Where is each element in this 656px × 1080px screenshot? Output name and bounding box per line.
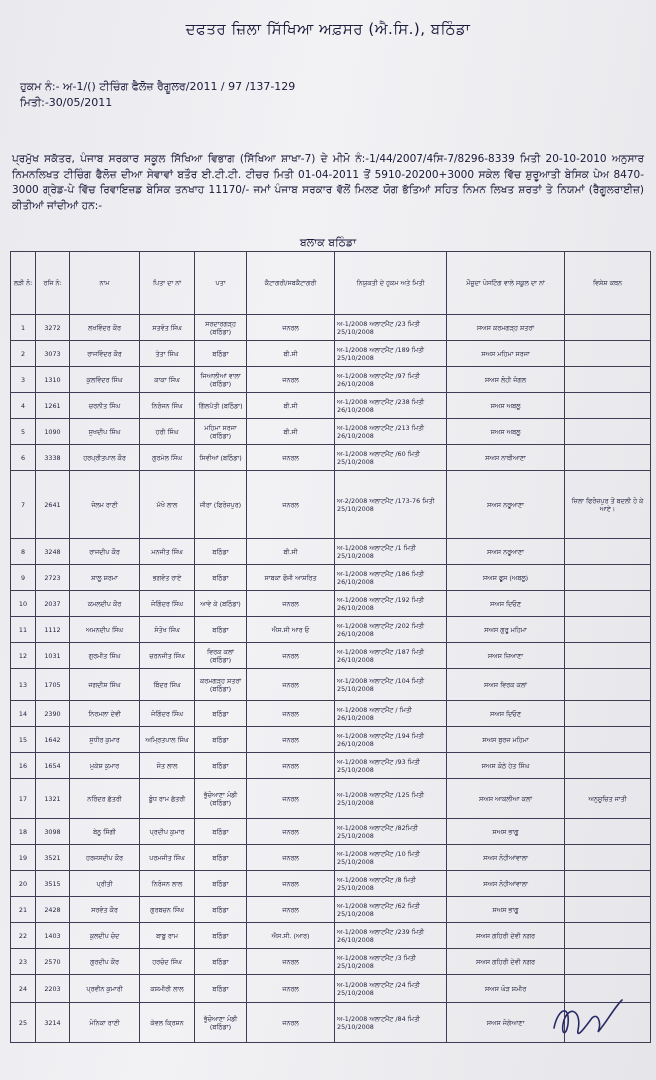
table-row: [11, 819, 651, 845]
table-row: [11, 341, 651, 367]
cell-name: ਜੋਲਮ ਰਾਣੀ: [70, 471, 140, 539]
cell-school: ਸਅਸ ਜ਼ਿਆਣਾ: [447, 643, 565, 669]
cell-school: ਸਅਸ ਭਾਗੂ: [447, 819, 565, 845]
cell-address: ਜਿਆਲੀਆਂ ਵਾਲਾ (ਬਠਿੰਡਾ): [195, 367, 247, 393]
cell-reg: 3338: [36, 445, 70, 471]
cell-father: ਤੇਤਾ ਸਿੰਘ: [140, 341, 195, 367]
col-header-remarks: ਵਿਸ਼ੇਸ਼ ਕਥਨ: [565, 252, 651, 315]
cell-school: ਸਅਸ ਘੋੜ ਸ਼ਮੀਰ: [447, 975, 565, 1003]
cell-name: ਗੁਰਦੀਪ ਕੌਰ: [70, 949, 140, 975]
cell-address: ਗਿੱਲਪੱਤੀ (ਬਠਿੰਡਾ): [195, 393, 247, 419]
cell-name: ਕਮਲਦੀਪ ਕੌਰ: [70, 591, 140, 617]
cell-category: ਸਾਬਕਾ ਫੌਜੀ ਆਸ਼ਰਿਤ: [247, 565, 335, 591]
cell-sr: 6: [11, 445, 36, 471]
cell-reg: 1642: [36, 727, 70, 753]
cell-reg: 3248: [36, 539, 70, 565]
cell-address: ਮਹਿਮਾ ਸਰਜਾ (ਬਠਿੰਡਾ): [195, 419, 247, 445]
cell-father: ਪਰਮਜੀਤ ਸਿੰਘ: [140, 845, 195, 871]
cell-sr: 2: [11, 341, 36, 367]
cell-school: ਸਅਸ ਨੋਹੀਆਂਵਾਲਾ: [447, 845, 565, 871]
cell-father: ਗੁਰਮੇਲ ਸਿੰਘ: [140, 445, 195, 471]
cell-category: ਐਸ.ਸੀ. (ਆਰ): [247, 923, 335, 949]
col-header-category: ਕੈਟਾਗਰੀ/ਸਬਕੈਟਾਗਰੀ: [247, 252, 335, 315]
cell-category: ਜਨਰਲ: [247, 727, 335, 753]
cell-remarks: [565, 315, 651, 341]
table-row: [11, 727, 651, 753]
cell-school: ਸਅਸ ਵਿਰਕ ਕਲਾਂ: [447, 669, 565, 701]
cell-school: ਸਅਸ ਦਿਓਣ: [447, 591, 565, 617]
cell-father: ਗੁਰਬਚਨ ਸਿੰਘ: [140, 897, 195, 923]
table-row: [11, 419, 651, 445]
cell-school: ਸਅਸ ਨਰੂਆਣਾ: [447, 471, 565, 539]
cell-remarks: [565, 949, 651, 975]
cell-sr: 7: [11, 471, 36, 539]
cell-name: ਲਖਵਿੰਦਰ ਕੌਰ: [70, 315, 140, 341]
table-row: [11, 591, 651, 617]
cell-name: ਸੁਧੀਰ ਕੁਮਾਰ: [70, 727, 140, 753]
cell-father: ਅਮ੍ਰਿਤਪਾਲ ਸਿੰਘ: [140, 727, 195, 753]
cell-address: ਆਵੇ ਕੇ (ਬਠਿੰਡਾ): [195, 591, 247, 617]
cell-address: ਬਠਿੰਡਾ: [195, 897, 247, 923]
cell-school: ਸਅਸ ਗਹਿਰੀ ਦੇਵੀ ਨਗਰ: [447, 949, 565, 975]
order-number: ਹੁਕਮ ਨੰ:- ਅ-1/() ਟੀਚਿੰਗ ਫੈਲੋਜ਼ ਰੈਗੂਲਰ/2011 / 97 /137-129: [20, 80, 296, 93]
cell-remarks: [565, 591, 651, 617]
cell-order: ਅ-1/2008 ਅਲਾਟਮੈਂਟ /82ਮਿਤੀ 25/10/2008: [335, 819, 447, 845]
cell-category: ਜਨਰਲ: [247, 753, 335, 779]
cell-reg: 1031: [36, 643, 70, 669]
cell-address: ਵਿਰਕ ਕਲਾਂ (ਬਠਿੰਡਾ): [195, 643, 247, 669]
cell-sr: 8: [11, 539, 36, 565]
cell-category: ਜਨਰਲ: [247, 591, 335, 617]
cell-reg: 3098: [36, 819, 70, 845]
cell-order: ਅ-1/2008 ਅਲਾਟਮੈਂਟ /189 ਮਿਤੀ 25/10/2008: [335, 341, 447, 367]
cell-category: ਬੀ.ਸੀ: [247, 419, 335, 445]
cell-category: ਬੀ.ਸੀ: [247, 341, 335, 367]
cell-sr: 16: [11, 753, 36, 779]
cell-name: ਜਗਦੀਸ਼ ਸਿੰਘ: [70, 669, 140, 701]
cell-name: ਪ੍ਰਵੀਨ ਕੁਮਾਰੀ: [70, 975, 140, 1003]
cell-category: ਬੀ.ਸੀ: [247, 393, 335, 419]
cell-order: ਅ-1/2008 ਅਲਾਟਮੈਂਟ /60 ਮਿਤੀ 25/10/2008: [335, 445, 447, 471]
cell-order: ਅ-1/2008 ਅਲਾਟਮੈਂਟ /213 ਮਿਤੀ 26/10/2008: [335, 419, 447, 445]
table-row: [11, 393, 651, 419]
cell-name: ਨਿਰਮਲਾ ਦੇਵੀ: [70, 701, 140, 727]
cell-reg: 2203: [36, 975, 70, 1003]
cell-order: ਅ-1/2008 ਅਲਾਟਮੈਂਟ /24 ਮਿਤੀ 25/10/2008: [335, 975, 447, 1003]
cell-father: ਸੋਤ ਲਾਲ: [140, 753, 195, 779]
cell-sr: 25: [11, 1003, 36, 1043]
cell-father: ਮੱਖੋ ਲਾਲ: [140, 471, 195, 539]
cell-sr: 20: [11, 871, 36, 897]
cell-address: ਕਰਮਗੜ੍ਹ ਸ਼ਤਰਾਂ (ਬਠਿੰਡਾ): [195, 669, 247, 701]
col-header-address: ਪਤਾ: [195, 252, 247, 315]
cell-remarks: [565, 669, 651, 701]
cell-order: ਅ-1/2008 ਅਲਾਟਮੈਂਟ /62 ਮਿਤੀ 25/10/2008: [335, 897, 447, 923]
cell-school: ਸਅਸ ਅਬਲੂ: [447, 419, 565, 445]
cell-name: ਬੇਨੂ ਸਿੰਗੀ: [70, 819, 140, 845]
cell-sr: 11: [11, 617, 36, 643]
cell-address: ਸਿਵੀਆਂ (ਬਠਿੰਡਾ): [195, 445, 247, 471]
cell-order: ਅ-1/2008 ਅਲਾਟਮੈਂਟ /84 ਮਿਤੀ 25/10/2008: [335, 1003, 447, 1043]
cell-name: ਕੁਲਦੀਪ ਚੰਦ: [70, 923, 140, 949]
cell-reg: 1321: [36, 779, 70, 819]
cell-school: ਸਅਸ ਦਿਓਣ: [447, 701, 565, 727]
cell-remarks: ਅਨੁਸੂਚਿਤ ਜਾਤੀ: [565, 779, 651, 819]
table-row: [11, 897, 651, 923]
cell-order: ਅ-1/2008 ਅਲਾਟਮੈਂਟ /1 ਮਿਤੀ 25/10/2008: [335, 539, 447, 565]
cell-reg: 3272: [36, 315, 70, 341]
cell-school: ਸਅਸ ਫੂਸ (ਅਬਲੂ): [447, 565, 565, 591]
cell-category: ਜਨਰਲ: [247, 1003, 335, 1043]
cell-name: ਪ੍ਰੀਤੀ: [70, 871, 140, 897]
cell-father: ਨਿਰੰਜਨ ਸਿੰਘ: [140, 393, 195, 419]
cell-school: ਸਅਸ ਮਹਿਮਾ ਸਰਜਾ: [447, 341, 565, 367]
cell-school: ਸਅਸ ਬੁਰਜ ਮਹਿਮਾ: [447, 727, 565, 753]
cell-reg: 2037: [36, 591, 70, 617]
table-row: [11, 701, 651, 727]
cell-order: ਅ-1/2008 ਅਲਾਟਮੈਂਟ /8 ਮਿਤੀ 25/10/2008: [335, 871, 447, 897]
cell-category: ਜਨਰਲ: [247, 871, 335, 897]
cell-remarks: [565, 643, 651, 669]
cell-order: ਅ-1/2008 ਅਲਾਟਮੈਂਟ /187 ਮਿਤੀ 26/10/2008: [335, 643, 447, 669]
cell-reg: 3521: [36, 845, 70, 871]
teachers-table: [10, 251, 651, 1043]
cell-father: ਨਿਰੰਜਨ ਲਾਲ: [140, 871, 195, 897]
cell-sr: 15: [11, 727, 36, 753]
cell-category: ਜਨਰਲ: [247, 819, 335, 845]
cell-reg: 2723: [36, 565, 70, 591]
cell-father: ਪ੍ਰਦੀਪ ਕੁਮਾਰ: [140, 819, 195, 845]
table-row: [11, 617, 651, 643]
cell-father: ਬਿੰਦਰ ਸਿੰਘ: [140, 669, 195, 701]
table-row: [11, 539, 651, 565]
table-row: [11, 779, 651, 819]
cell-father: ਬੂੰਧ ਰਾਮ ਛੱਤਰੀ: [140, 779, 195, 819]
cell-order: ਅ-1/2008 ਅਲਾਟਮੈਂਟ /202 ਮਿਤੀ 26/10/2008: [335, 617, 447, 643]
cell-reg: 3515: [36, 871, 70, 897]
cell-sr: 17: [11, 779, 36, 819]
cell-remarks: [565, 617, 651, 643]
cell-category: ਜਨਰਲ: [247, 949, 335, 975]
col-header-order: ਨਿਯੁਕਤੀ ਦੇ ਹੁਕਮ ਅਤੇ ਮਿਤੀ: [335, 252, 447, 315]
cell-address: ਬਠਿੰਡਾ: [195, 819, 247, 845]
cell-order: ਅ-2/2008 ਅਲਾਟਮੈਂਟ /173-76 ਮਿਤੀ 25/10/2008: [335, 471, 447, 539]
cell-order: ਅ-1/2008 ਅਲਾਟਮੈਂਟ /104 ਮਿਤੀ 25/10/2008: [335, 669, 447, 701]
table-row: [11, 315, 651, 341]
cell-address: ਬਠਿੰਡਾ: [195, 701, 247, 727]
cell-remarks: ਜ਼ਿਲਾ ਫਿਰੋਜ਼ਪੁਰ ਤੋਂ ਬਦਲੀ ਹੋ ਕੇ ਆਏ।: [565, 471, 651, 539]
cell-remarks: [565, 393, 651, 419]
cell-school: ਸਅਸ ਨਾਥੀਆਣਾ: [447, 445, 565, 471]
cell-name: ਹਰਜਸਦੀਪ ਕੌਰ: [70, 845, 140, 871]
cell-sr: 1: [11, 315, 36, 341]
cell-sr: 3: [11, 367, 36, 393]
cell-order: ਅ-1/2008 ਅਲਾਟਮੈਂਟ /186 ਮਿਤੀ 26/10/2008: [335, 565, 447, 591]
cell-sr: 9: [11, 565, 36, 591]
col-header-school: ਮੌਜੂਦਾ ਪੋਸਟਿੰਗ ਵਾਲੇ ਸਕੂਲ ਦਾ ਨਾਂ: [447, 252, 565, 315]
cell-address: ਬਠਿੰਡਾ: [195, 871, 247, 897]
cell-sr: 21: [11, 897, 36, 923]
col-header-father: ਪਿਤਾ ਦਾ ਨਾਂ: [140, 252, 195, 315]
cell-name: ਸਰਵੰਤ ਕੌਰ: [70, 897, 140, 923]
cell-address: ਜੀਰਾ (ਫਿਰੋਜ਼ਪੁਰ): [195, 471, 247, 539]
cell-order: ਅ-1/2008 ਅਲਾਟਮੈਂਟ /239 ਮਿਤੀ 26/10/2008: [335, 923, 447, 949]
cell-category: ਜਨਰਲ: [247, 669, 335, 701]
cell-name: ਮੋਨਿਕਾ ਰਾਣੀ: [70, 1003, 140, 1043]
cell-remarks: [565, 341, 651, 367]
cell-reg: 1705: [36, 669, 70, 701]
cell-order: ਅ-1/2008 ਅਲਾਟਮੈਂਟ /194 ਮਿਤੀ 26/10/2008: [335, 727, 447, 753]
table-row: [11, 643, 651, 669]
cell-remarks: [565, 727, 651, 753]
cell-address: ਬਠਿੰਡਾ: [195, 949, 247, 975]
table-row: [11, 471, 651, 539]
cell-reg: 3073: [36, 341, 70, 367]
cell-father: ਮਨਜੀਤ ਸਿੰਘ: [140, 539, 195, 565]
order-body-paragraph: ਪ੍ਰਮੁੱਖ ਸਕੱਤਰ, ਪੰਜਾਬ ਸਰਕਾਰ ਸਕੂਲ ਸਿੱਖਿਆ ਵਿਭਾਗ (ਸਿੱਖਿਆ ਸ਼ਾਖਾ-7) ਦੇ ਮੀਮੋ ਨੰ:-1/44/2007/4ਸਿ-7/8296-8339 ਮਿਤੀ 20-10-2010 ਅਨੁਸਾਰ ਨਿਮਨਲਿਖਤ ਟੀਚਿੰਗ ਫੈਲੋਜ਼ ਦੀਆ ਸੇਵਾਵਾਂ ਬਤੌਰ ਈ.ਟੀ.ਟੀ. ਟੀਚਰ ਮਿਤੀ 01-04-2011 ਤੋਂ 5910-20200+3000 ਸਕੇਲ ਵਿੱਚ ਸ਼ੁਰੂਆਤੀ ਬੇਸਿਕ ਪੇਅ 8470-3000 ਗ੍ਰੇਡ-ਪੇ ਵਿੱਚ ਰਿਵਾਇਜ਼ਡ ਬੇਸਿਕ ਤਨਖਾਹ 11170/- ਜਮਾਂ ਪੰਜਾਬ ਸਰਕਾਰ ਵੱਲੋਂ ਮਿਲਣ ਯੋਗ ਭੱਤਿਆਂ ਸਹਿਤ ਨਿਮਨ ਲਿਖਤ ਸ਼ਰਤਾਂ ਤੇ ਨਿਯਮਾਂ (ਰੈਗੂਲਰਾਈਜ਼) ਕੀਤੀਆਂ ਜਾਂਦੀਆਂ ਹਨ:-: [12, 153, 644, 212]
cell-sr: 13: [11, 669, 36, 701]
cell-address: ਬਠਿੰਡਾ: [195, 565, 247, 591]
cell-name: ਸੁਖਦੀਪ ਸਿੰਘ: [70, 419, 140, 445]
cell-name: ਅਮਨਦੀਪ ਸਿੰਘ: [70, 617, 140, 643]
cell-order: ਅ-1/2008 ਅਲਾਟਮੈਂਟ /97 ਮਿਤੀ 26/10/2008: [335, 367, 447, 393]
cell-reg: 2390: [36, 701, 70, 727]
cell-father: ਭਗਵੰਤ ਰਾਏ: [140, 565, 195, 591]
cell-category: ਜਨਰਲ: [247, 315, 335, 341]
table-row: [11, 669, 651, 701]
cell-order: ਅ-1/2008 ਅਲਾਟਮੈਂਟ /10 ਮਿਤੀ 25/10/2008: [335, 845, 447, 871]
cell-sr: 22: [11, 923, 36, 949]
cell-address: ਬਠਿੰਡਾ: [195, 539, 247, 565]
cell-address: ਭੁੱਚੋਆਣਾ ਮੰਡੀ (ਬਠਿੰਡਾ): [195, 779, 247, 819]
cell-father: ਚਰਨਜੀਤ ਸਿੰਘ: [140, 643, 195, 669]
table-row: [11, 367, 651, 393]
table-header-row: [11, 252, 651, 315]
cell-reg: 1403: [36, 923, 70, 949]
cell-name: ਹਰਪ੍ਰੀਤਪਾਲ ਕੌਰ: [70, 445, 140, 471]
cell-name: ਕੁਲਵਿੰਦਰ ਸਿੰਘ: [70, 367, 140, 393]
cell-remarks: [565, 923, 651, 949]
cell-remarks: [565, 419, 651, 445]
cell-reg: 1090: [36, 419, 70, 445]
cell-category: ਐਸ.ਸੀ ਆਰ ਓ: [247, 617, 335, 643]
cell-father: ਜੋਗਿੰਦਰ ਸਿੰਘ: [140, 591, 195, 617]
cell-name: ਨਰਿੰਦਰ ਛੱਤਰੀ: [70, 779, 140, 819]
table-row: [11, 445, 651, 471]
cell-reg: 2641: [36, 471, 70, 539]
cell-sr: 23: [11, 949, 36, 975]
col-header-name: ਨਾਮ: [70, 252, 140, 315]
cell-reg: 1261: [36, 393, 70, 419]
cell-sr: 12: [11, 643, 36, 669]
cell-sr: 19: [11, 845, 36, 871]
cell-order: ਅ-1/2008 ਅਲਾਟਮੈਂਟ /192 ਮਿਤੀ 26/10/2008: [335, 591, 447, 617]
cell-reg: 3214: [36, 1003, 70, 1043]
cell-category: ਜਨਰਲ: [247, 701, 335, 727]
cell-name: ਰਾਜਵਿੰਦਰ ਕੌਰ: [70, 341, 140, 367]
cell-reg: 1112: [36, 617, 70, 643]
cell-school: ਸਅਸ ਲੋਹੀ ਜੰਗਲ: [447, 367, 565, 393]
cell-sr: 14: [11, 701, 36, 727]
cell-school: ਸਅਸ ਆਕਲੀਆ ਕਲਾਂ: [447, 779, 565, 819]
cell-category: ਜਨਰਲ: [247, 367, 335, 393]
cell-order: ਅ-1/2008 ਅਲਾਟਮੈਂਟ /238 ਮਿਤੀ 26/10/2008: [335, 393, 447, 419]
cell-father: ਕੇਵਲ ਕ੍ਰਿਸ਼ਨ: [140, 1003, 195, 1043]
cell-reg: 2570: [36, 949, 70, 975]
cell-reg: 1310: [36, 367, 70, 393]
cell-school: ਸਅਸ ਜੋਗੇਆਣਾ: [447, 1003, 565, 1043]
cell-name: ਰਾਜਦੀਪ ਕੌਰ: [70, 539, 140, 565]
cell-father: ਜੋਗਿੰਦਰ ਸਿੰਘ: [140, 701, 195, 727]
col-header-reg: ਰਜਿ ਨੰ:: [36, 252, 70, 315]
cell-father: ਕਾਕਾ ਸਿੰਘ: [140, 367, 195, 393]
order-date: ਮਿਤੀ:-30/05/2011: [20, 96, 113, 109]
cell-school: ਸਅਸ ਅਬਲੂ: [447, 393, 565, 419]
table-row: [11, 845, 651, 871]
cell-remarks: [565, 445, 651, 471]
cell-father: ਸਤਵੰਤ ਸਿੰਘ: [140, 315, 195, 341]
cell-remarks: [565, 539, 651, 565]
cell-sr: 24: [11, 975, 36, 1003]
cell-address: ਬਠਿੰਡਾ: [195, 845, 247, 871]
signature-image: [548, 990, 628, 1050]
table-body: [11, 315, 651, 1043]
cell-address: ਬਠਿੰਡਾ: [195, 617, 247, 643]
cell-category: ਬੀ.ਸੀ: [247, 539, 335, 565]
office-title: ਦਫਤਰ ਜ਼ਿਲਾ ਸਿੱਖਿਆ ਅਫ਼ਸਰ (ਐ.ਸਿ.), ਬਠਿੰਡਾ: [185, 20, 471, 38]
cell-reg: 2428: [36, 897, 70, 923]
table-row: [11, 871, 651, 897]
cell-school: ਸਅਸ ਭਾਗੂ: [447, 897, 565, 923]
cell-name: ਚਰਨੀਤ ਸਿੰਘ: [70, 393, 140, 419]
cell-address: ਸਰਦਾਰਗੜ੍ਹ (ਬਠਿੰਡਾ): [195, 315, 247, 341]
cell-school: ਸਅਸ ਗਹਿਰੀ ਦੇਵੀ ਨਗਰ: [447, 923, 565, 949]
cell-address: ਭੁੱਚੋਆਣਾ ਮੰਡੀ (ਬਠਿੰਡਾ): [195, 1003, 247, 1043]
table-row: [11, 923, 651, 949]
cell-address: ਬਠਿੰਡਾ: [195, 975, 247, 1003]
cell-school: ਸਅਸ ਨੋਹੀਆਂਵਾਲਾ: [447, 871, 565, 897]
cell-order: ਅ-1/2008 ਅਲਾਟਮੈਂਟ /3 ਮਿਤੀ 25/10/2008: [335, 949, 447, 975]
cell-father: ਕਸ਼ਮੀਰੀ ਲਾਲ: [140, 975, 195, 1003]
cell-school: ਸਅਸ ਕਰਮਗੜ੍ਹ ਸ਼ਤਰਾਂ: [447, 315, 565, 341]
cell-remarks: [565, 753, 651, 779]
cell-name: ਗੁਰਮੀਤ ਸਿੰਘ: [70, 643, 140, 669]
cell-category: ਜਨਰਲ: [247, 897, 335, 923]
cell-category: ਜਨਰਲ: [247, 643, 335, 669]
cell-remarks: [565, 845, 651, 871]
cell-remarks: [565, 819, 651, 845]
cell-remarks: [565, 897, 651, 923]
col-header-serial: ਲੜੀ ਨੰ:: [11, 252, 36, 315]
cell-remarks: [565, 871, 651, 897]
cell-order: ਅ-1/2008 ਅਲਾਟਮੈਂਟ /23 ਮਿਤੀ 25/10/2008: [335, 315, 447, 341]
cell-category: ਜਨਰਲ: [247, 779, 335, 819]
cell-school: ਸਅਸ ਕੋਠੇ ਹੇਤ ਸਿੰਘ: [447, 753, 565, 779]
cell-name: ਸ਼ਾਲੂ ਸ਼ਰਮਾ: [70, 565, 140, 591]
cell-father: ਬਾਬੂ ਰਾਮ: [140, 923, 195, 949]
cell-address: ਬਠਿੰਡਾ: [195, 341, 247, 367]
cell-category: ਜਨਰਲ: [247, 471, 335, 539]
table-row: [11, 949, 651, 975]
cell-remarks: [565, 367, 651, 393]
cell-reg: 1654: [36, 753, 70, 779]
cell-address: ਬਠਿੰਡਾ: [195, 727, 247, 753]
cell-remarks: [565, 565, 651, 591]
cell-address: ਬਠਿੰਡਾ: [195, 753, 247, 779]
cell-order: ਅ-1/2008 ਅਲਾਟਮੈਂਟ /125 ਮਿਤੀ 25/10/2008: [335, 779, 447, 819]
cell-father: ਸੰਤੋਖ ਸਿੰਘ: [140, 617, 195, 643]
cell-category: ਜਨਰਲ: [247, 845, 335, 871]
cell-school: ਸਅਸ ਗੁਰੂ ਮਹਿਮਾ: [447, 617, 565, 643]
cell-sr: 5: [11, 419, 36, 445]
block-title: ਬਲਾਕ ਬਠਿੰਡਾ: [299, 236, 357, 249]
cell-address: ਬਠਿੰਡਾ: [195, 923, 247, 949]
cell-remarks: [565, 701, 651, 727]
cell-father: ਹਰਚੰਦ ਸਿੰਘ: [140, 949, 195, 975]
cell-father: ਹਰੀ ਸਿੰਘ: [140, 419, 195, 445]
table-row: [11, 753, 651, 779]
cell-sr: 4: [11, 393, 36, 419]
cell-order: ਅ-1/2008 ਅਲਾਟਮੈਂਟ / ਮਿਤੀ 26/10/2008: [335, 701, 447, 727]
cell-category: ਜਨਰਲ: [247, 975, 335, 1003]
cell-sr: 18: [11, 819, 36, 845]
table-row: [11, 565, 651, 591]
cell-order: ਅ-1/2008 ਅਲਾਟਮੈਂਟ /93 ਮਿਤੀ 25/10/2008: [335, 753, 447, 779]
cell-name: ਮੁਕੇਸ਼ ਕੁਮਾਰ: [70, 753, 140, 779]
cell-sr: 10: [11, 591, 36, 617]
cell-category: ਜਨਰਲ: [247, 445, 335, 471]
cell-school: ਸਅਸ ਨਰੂਆਣਾ: [447, 539, 565, 565]
